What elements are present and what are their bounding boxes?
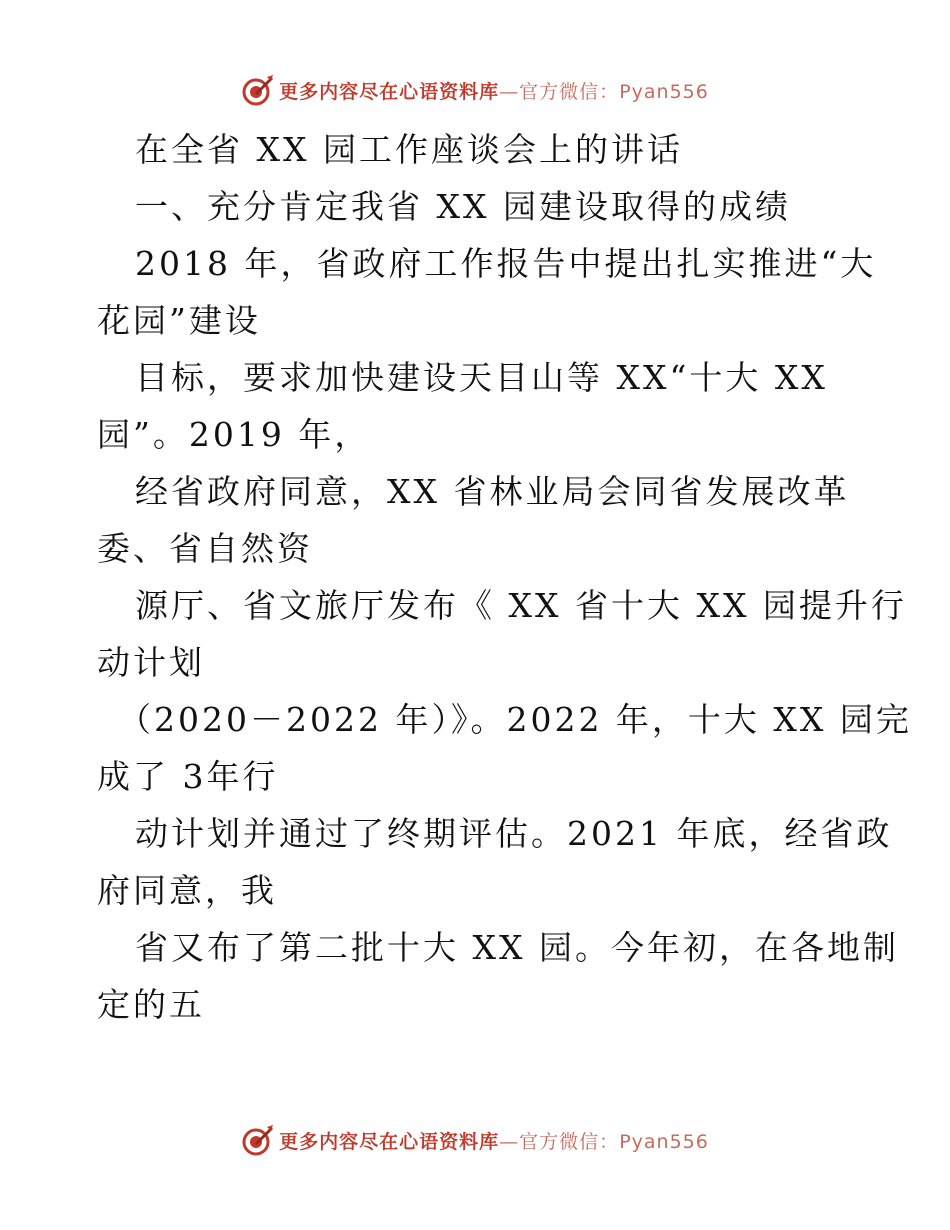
paragraph-line: 源厅、省文旅厅发布《 XX 省十大 XX 园提升行 <box>135 586 907 625</box>
paragraph-line: 省又布了第二批十大 XX 园。今年初，在各地制 <box>135 928 899 967</box>
paragraph-line: 成了 3年行 <box>97 757 279 796</box>
header-watermark <box>0 70 950 110</box>
paragraph-line: 动计划并通过了终期评估。2021 年底，经省政 <box>135 814 893 853</box>
paragraph-line: 花园”建设 <box>97 301 261 340</box>
document-title: 在全省 XX 园工作座谈会上的讲话 <box>135 130 683 169</box>
paragraph-line: 定的五 <box>97 985 205 1024</box>
paragraph-line: 目标，要求加快建设天目山等 XX“十大 XX <box>135 358 828 397</box>
watermark-account: Pyan556 <box>619 1130 709 1153</box>
watermark-separator: — <box>499 80 520 103</box>
watermark-site: 更多内容尽在心语资料库 <box>279 80 500 103</box>
section-heading: 一、充分肯定我省 XX 园建设取得的成绩 <box>135 187 791 226</box>
quill-logo-icon <box>241 1123 275 1157</box>
watermark-contact-label: 官方微信： <box>519 1130 620 1153</box>
watermark-account: Pyan556 <box>619 80 709 103</box>
footer-watermark <box>0 1120 950 1160</box>
paragraph-line: （2020－2022 年）》。2022 年，十大 XX 园完 <box>118 700 912 739</box>
watermark-contact-label: 官方微信： <box>519 80 620 103</box>
watermark-banner <box>241 73 709 107</box>
watermark-banner <box>241 1123 709 1157</box>
watermark-separator: — <box>499 1130 520 1153</box>
paragraph-line: 2018 年，省政府工作报告中提出扎实推进“大 <box>135 244 877 283</box>
paragraph-line: 经省政府同意，XX 省林业局会同省发展改革 <box>135 472 850 511</box>
quill-logo-icon <box>241 73 275 107</box>
paragraph-line: 委、省自然资 <box>97 529 313 568</box>
watermark-text <box>279 1127 709 1154</box>
paragraph-line: 园”。2019 年， <box>97 415 371 454</box>
watermark-site: 更多内容尽在心语资料库 <box>279 1130 500 1153</box>
watermark-text <box>279 77 709 104</box>
paragraph-line: 府同意，我 <box>97 871 277 910</box>
paragraph-line: 动计划 <box>97 643 205 682</box>
